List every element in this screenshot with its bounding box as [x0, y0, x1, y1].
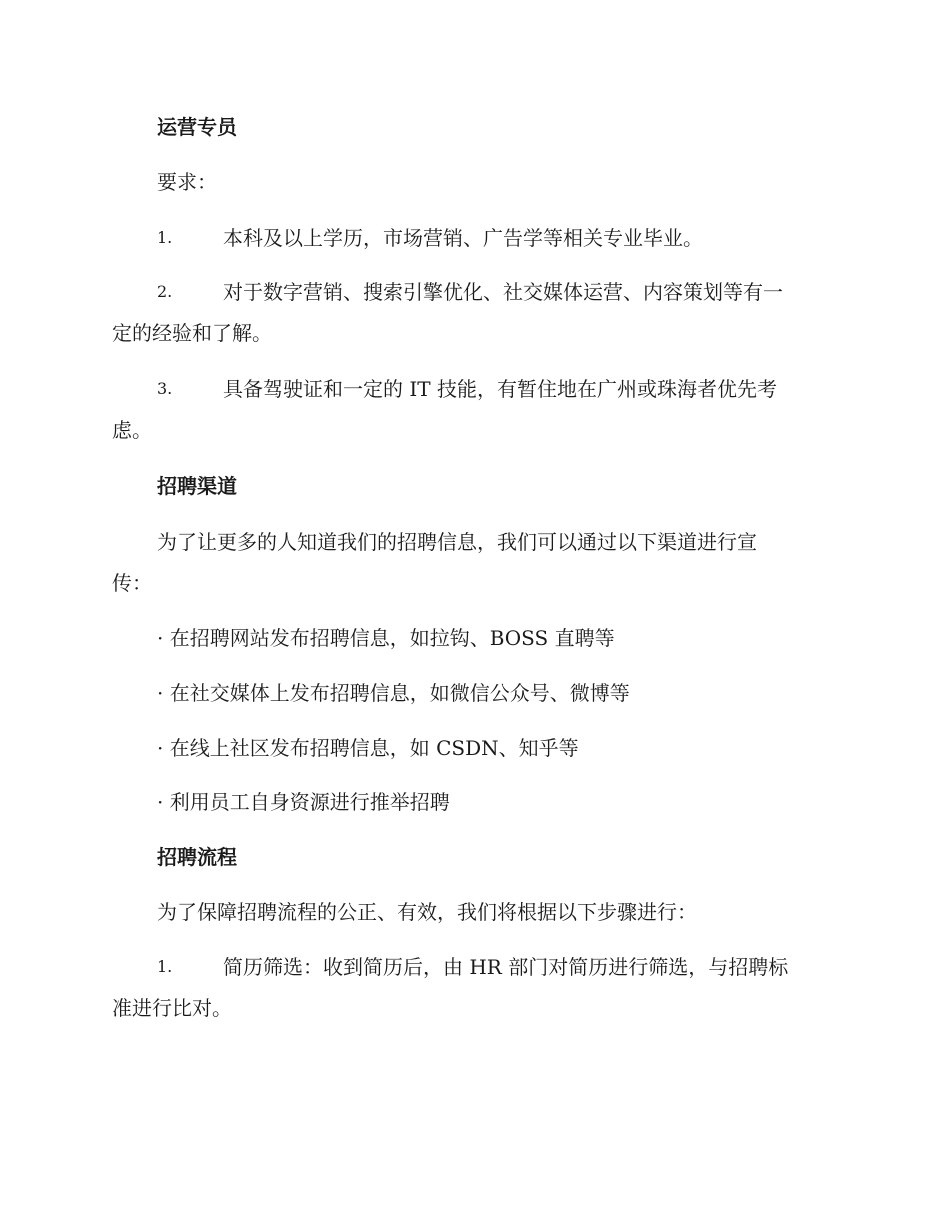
requirement-text: 具备驾驶证和一定的 IT 技能，有暂住地在广州或珠海者优先考	[223, 377, 777, 401]
requirement-text-continued: 定的经验和了解。	[112, 321, 272, 345]
channel-item: · 在线上社区发布招聘信息，如 CSDN、知乎等	[157, 736, 579, 760]
requirement-number: 3.	[157, 379, 173, 398]
heading-recruitment-process: 招聘流程	[157, 845, 237, 869]
channel-item: · 在社交媒体上发布招聘信息，如微信公众号、微博等	[157, 681, 630, 705]
channels-intro: 为了让更多的人知道我们的招聘信息，我们可以通过以下渠道进行宣	[157, 530, 757, 554]
process-step-text: 简历筛选：收到简历后，由 HR 部门对简历进行筛选，与招聘标	[223, 955, 789, 979]
requirements-label: 要求：	[157, 170, 217, 194]
heading-operations-specialist: 运营专员	[157, 115, 237, 139]
channel-item: · 利用员工自身资源进行推举招聘	[157, 790, 450, 814]
process-step-text-continued: 准进行比对。	[112, 996, 232, 1020]
process-step-number: 1.	[157, 957, 173, 976]
requirement-text-continued: 虑。	[112, 418, 152, 442]
requirement-text: 本科及以上学历，市场营销、广告学等相关专业毕业。	[223, 226, 703, 250]
requirement-text: 对于数字营销、搜索引擎优化、社交媒体运营、内容策划等有一	[223, 280, 783, 304]
channels-intro-continued: 传：	[112, 571, 152, 595]
process-intro: 为了保障招聘流程的公正、有效，我们将根据以下步骤进行：	[157, 900, 697, 924]
heading-recruitment-channels: 招聘渠道	[157, 474, 237, 498]
channel-item: · 在招聘网站发布招聘信息，如拉钩、BOSS 直聘等	[157, 626, 615, 650]
requirement-number: 2.	[157, 282, 173, 301]
requirement-number: 1.	[157, 228, 173, 247]
